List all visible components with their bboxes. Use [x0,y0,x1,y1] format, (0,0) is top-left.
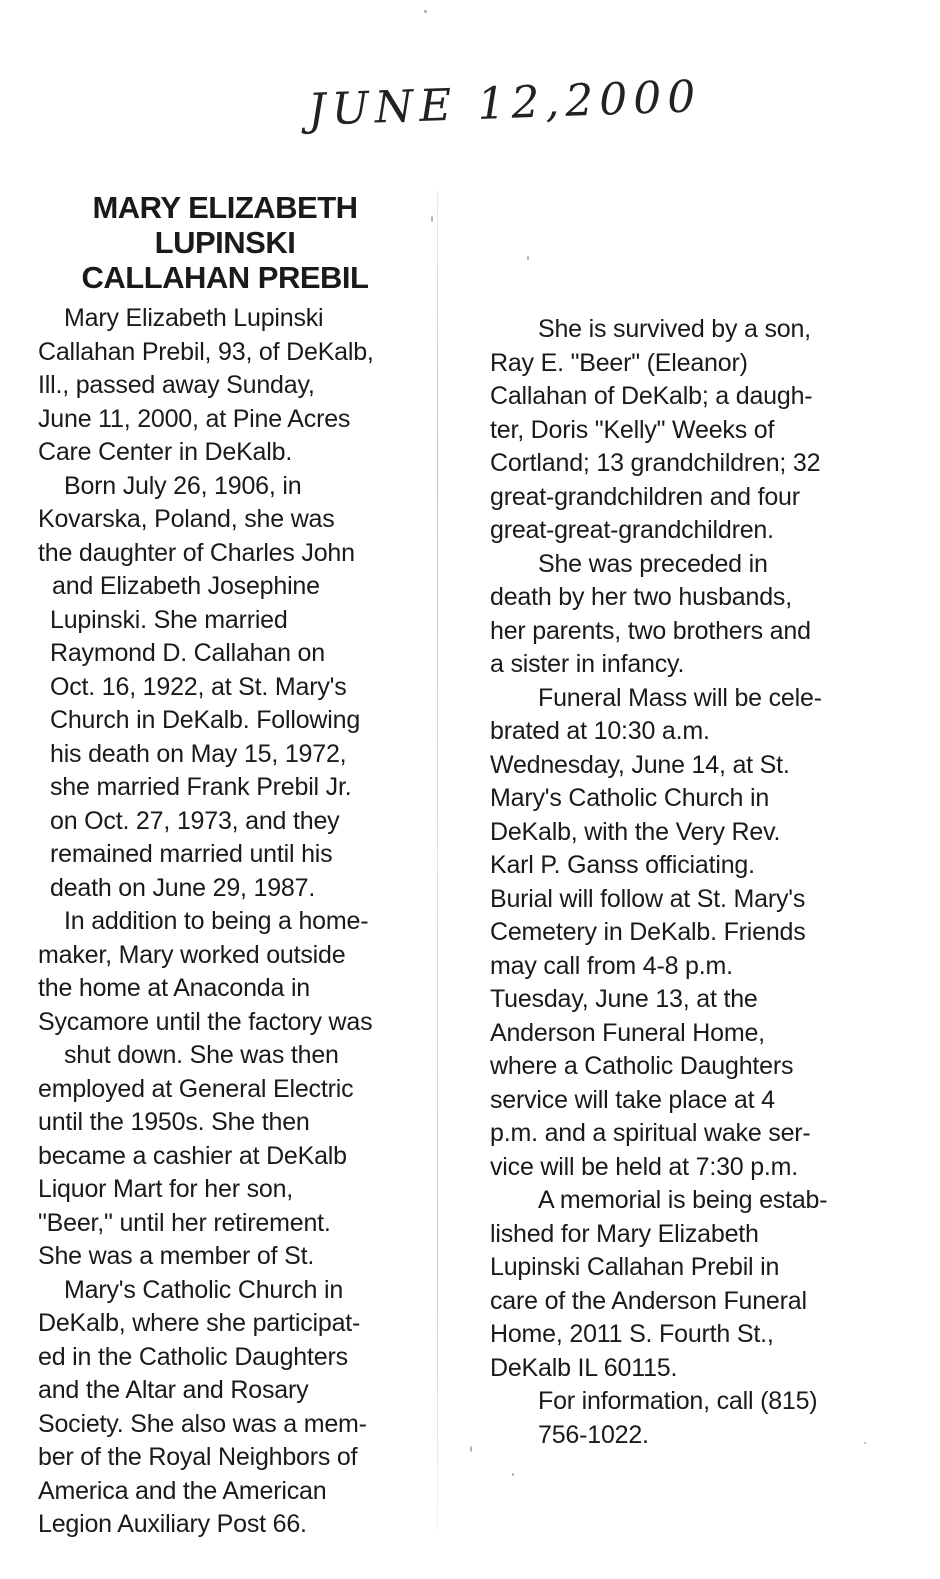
right-column-line: Mary's Catholic Church in [490,784,770,812]
left-column-line: she married Frank Prebil Jr. [50,773,352,801]
left-column-line: Callahan Prebil, 93, of DeKalb, [38,337,374,366]
left-column-line: the daughter of Charles John [38,538,355,567]
paper-speck [470,1446,472,1452]
left-column-line: until the 1950s. She then [38,1108,310,1136]
right-column-line: her parents, two brothers and [490,616,811,645]
left-column-line: Sycamore until the factory was [38,1007,373,1036]
left-column-line: became a cashier at DeKalb [38,1141,347,1170]
left-column-line: Raymond D. Callahan on [50,639,325,667]
right-column-line: death by her two husbands, [490,583,792,611]
right-column-line: great-grandchildren and four [490,482,800,511]
left-column-line: the home at Anaconda in [38,974,310,1002]
right-column-line: Lupinski Callahan Prebil in [490,1253,780,1281]
left-column-line: Ill., passed away Sunday, [38,371,315,399]
left-column-line: and the Altar and Rosary [38,1376,309,1404]
paper-speck [431,216,433,222]
right-column-line: 756-1022. [538,1420,649,1449]
left-column-line: his death on May 15, 1972, [50,739,347,768]
paper-speck [527,256,529,260]
right-column-line: Cortland; 13 grandchildren; 32 [490,449,821,477]
left-column-line: and Elizabeth Josephine [52,572,320,600]
right-column-line: care of the Anderson Funeral [490,1286,807,1315]
right-column-line: service will take place at 4 [490,1085,775,1114]
left-column-line: Kovarska, Poland, she was [38,505,335,533]
right-column-line: She was preceded in [538,549,768,578]
right-column-line: may call from 4-8 p.m. [490,951,733,980]
right-column-line: brated at 10:30 a.m. [490,717,710,745]
headline-line-1: MARY ELIZABETH [92,190,358,225]
left-column-line: shut down. She was then [64,1041,339,1069]
column-divider [437,190,438,1530]
right-column-line: ter, Doris "Kelly" Weeks of [490,415,775,444]
left-column-line: Legion Auxiliary Post 66. [38,1510,307,1538]
left-column-line: She was a member of St. [38,1242,315,1270]
right-column-line: Burial will follow at St. Mary's [490,884,806,913]
paper-speck [864,1442,866,1444]
left-column-line: ber of the Royal Neighbors of [38,1443,358,1471]
right-column [490,313,890,1452]
left-column-line: maker, Mary worked outside [38,940,346,969]
paper-speck [424,10,427,13]
headline-line-3: CALLAHAN PREBIL [81,260,369,295]
handwritten-date: JUNE 12,2000 [307,71,703,136]
paper-speck [512,1473,514,1476]
left-column-line: June 11, 2000, at Pine Acres [38,404,351,433]
right-column-line: Wednesday, June 14, at St. [490,750,790,779]
right-column-line: lished for Mary Elizabeth [490,1219,759,1248]
right-column-line: Anderson Funeral Home, [490,1018,765,1047]
right-column-line: vice will be held at 7:30 p.m. [490,1152,799,1181]
left-column-line: Lupinski. She married [50,605,288,634]
right-column-line: p.m. and a spiritual wake ser- [490,1119,811,1147]
right-column-line: Callahan of DeKalb; a daugh- [490,382,813,410]
left-column-line: death on June 29, 1987. [50,873,316,902]
obituary-headline [40,190,410,295]
left-column-line: remained married until his [50,840,333,868]
right-column-line: Tuesday, June 13, at the [490,985,758,1013]
left-column-line: Liquor Mart for her son, [38,1175,294,1203]
left-column-line: Mary's Catholic Church in [64,1275,344,1304]
right-column-line: Cemetery in DeKalb. Friends [490,918,806,946]
left-column-line: Born July 26, 1906, in [64,471,302,500]
right-column-line: A memorial is being estab- [538,1186,828,1214]
right-column-line: DeKalb, with the Very Rev. [490,817,781,846]
right-column-line: DeKalb IL 60115. [490,1353,678,1382]
left-column [38,302,430,1542]
left-column-line: Church in DeKalb. Following [50,706,361,734]
right-column-line: Ray E. "Beer" (Eleanor) [490,348,748,377]
right-column-line: Karl P. Ganss officiating. [490,851,755,879]
right-column-line: Home, 2011 S. Fourth St., [490,1320,774,1348]
right-column-line: She is survived by a son, [538,315,811,343]
left-column-line: Care Center in DeKalb. [38,438,293,466]
left-column-line: "Beer," until her retirement. [38,1208,331,1237]
right-column-line: great-great-grandchildren. [490,516,774,544]
left-column-line: employed at General Electric [38,1074,354,1103]
left-column-line: Mary Elizabeth Lupinski [64,304,324,332]
right-column-line: where a Catholic Daughters [490,1052,794,1080]
left-column-line: America and the American [38,1476,327,1505]
left-column-line: DeKalb, where she participat- [38,1309,361,1337]
left-column-line: on Oct. 27, 1973, and they [50,806,340,835]
right-column-line: For information, call (815) [538,1387,818,1415]
left-column-line: Society. She also was a mem- [38,1409,367,1438]
left-column-line: In addition to being a home- [64,907,369,935]
right-column-line: a sister in infancy. [490,650,685,678]
headline-line-2: LUPINSKI [154,225,296,260]
left-column-line: Oct. 16, 1922, at St. Mary's [50,672,347,701]
right-column-line: Funeral Mass will be cele- [538,683,822,712]
left-column-line: ed in the Catholic Daughters [38,1342,348,1371]
